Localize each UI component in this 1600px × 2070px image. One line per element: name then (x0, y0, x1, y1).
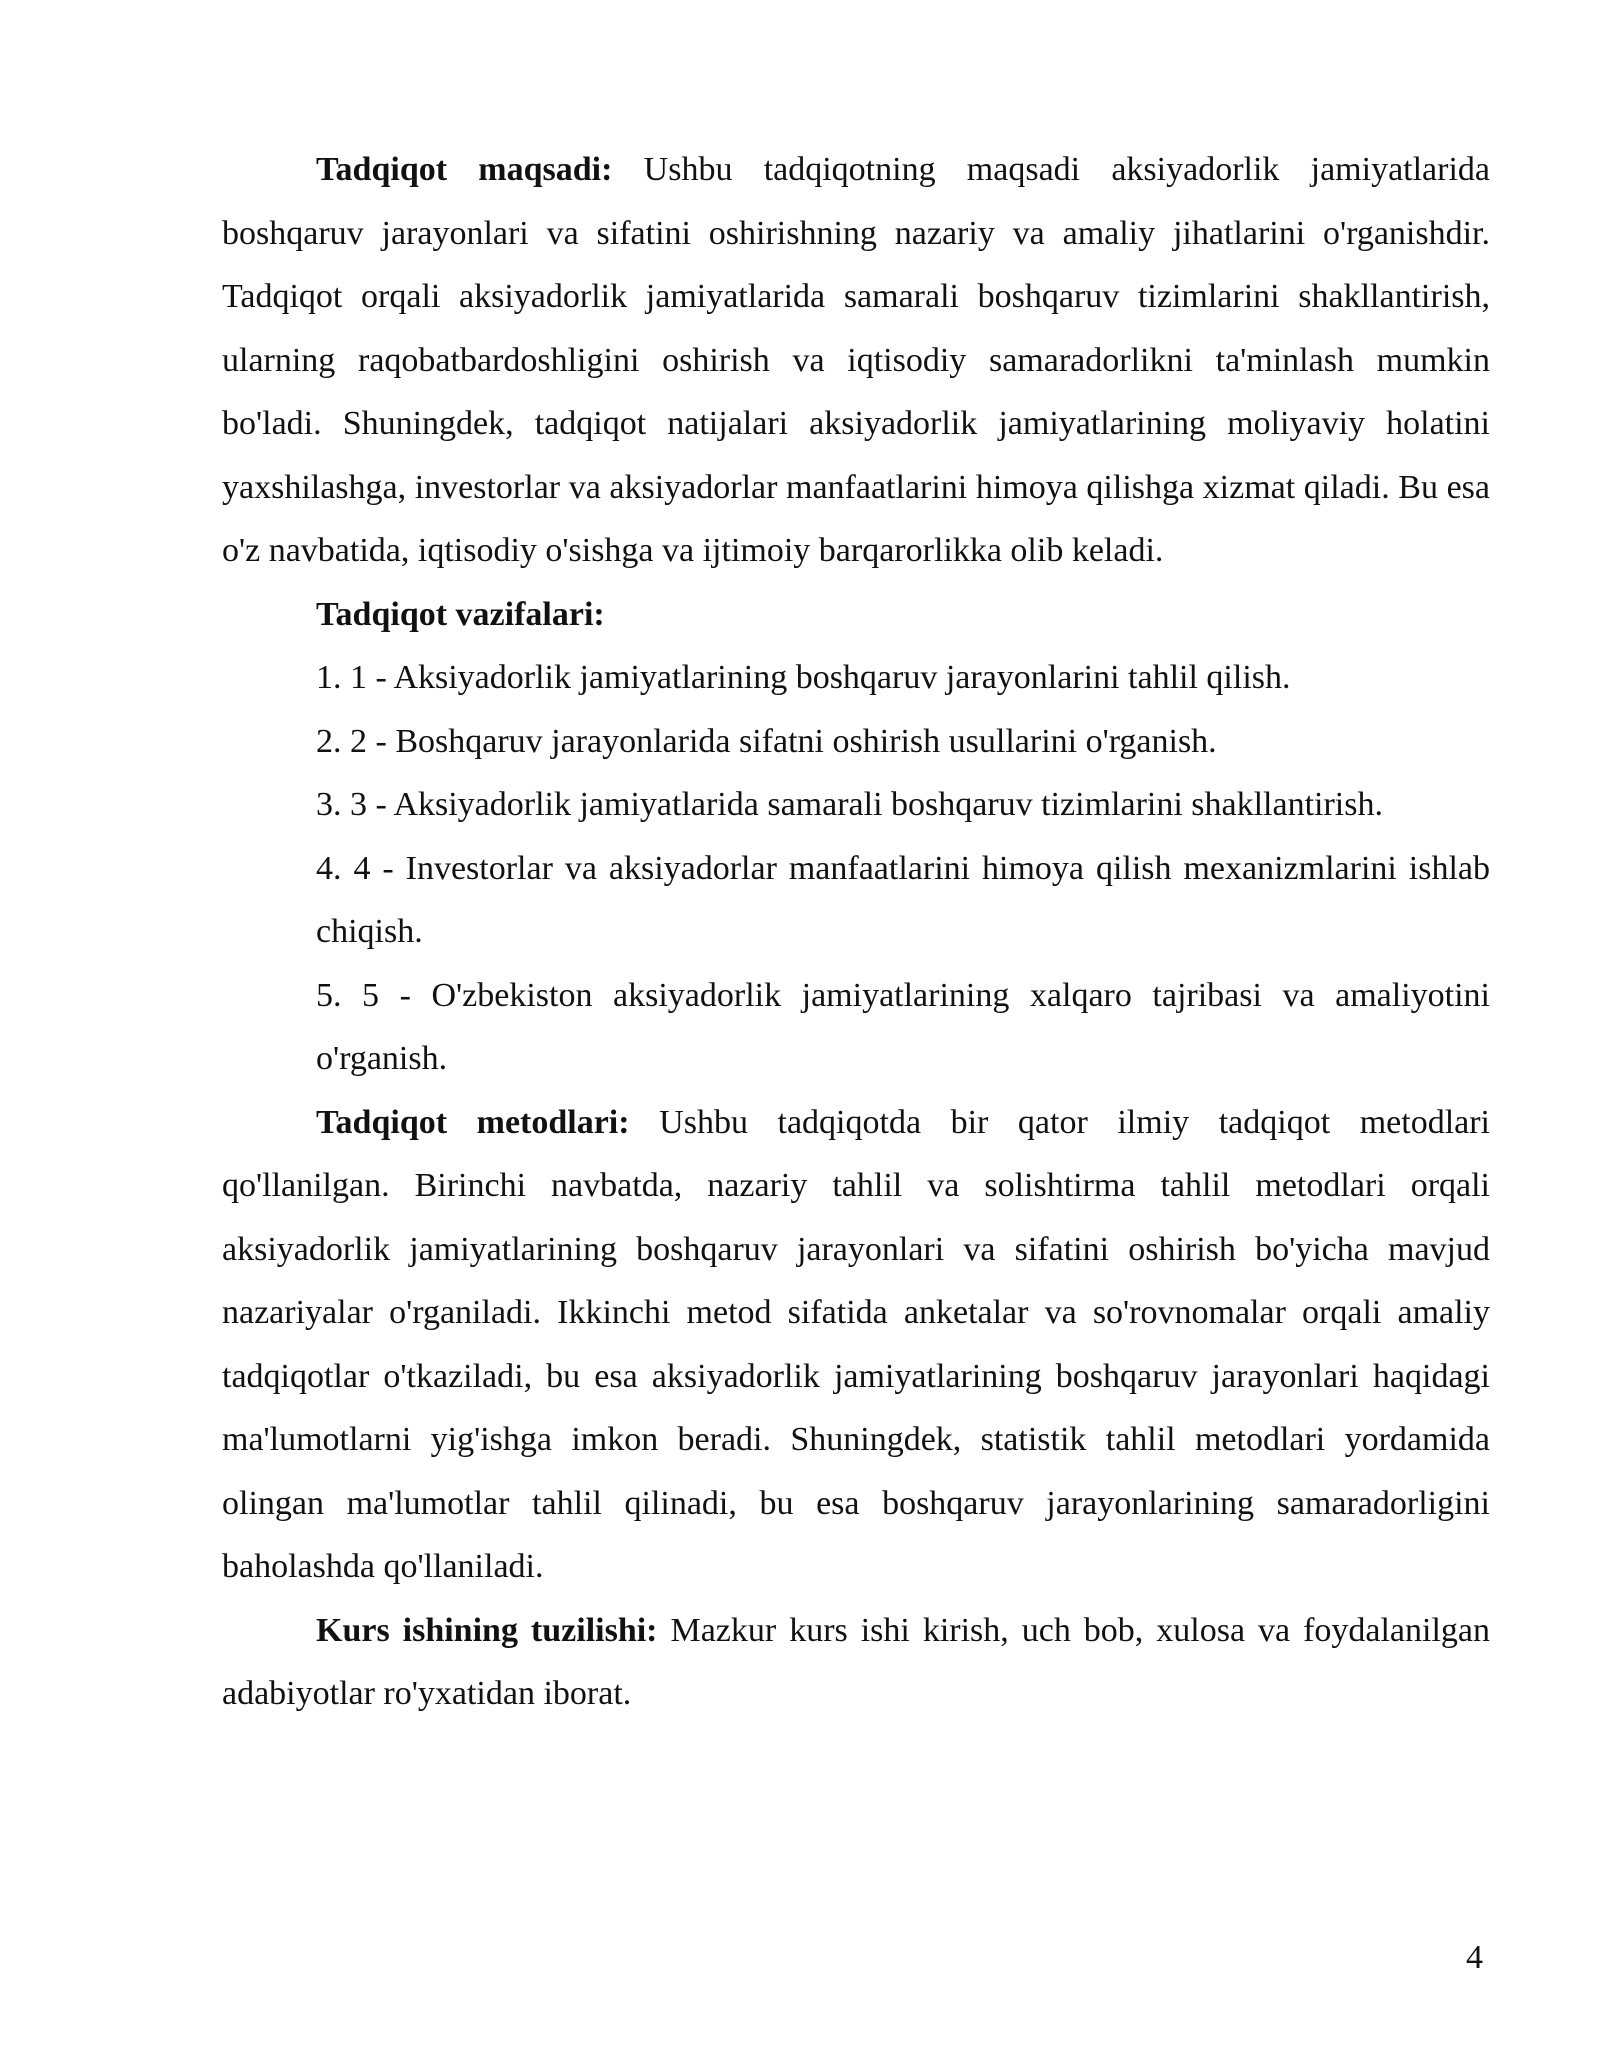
page-number: 4 (1466, 1939, 1483, 1976)
paragraph-course-structure (222, 1599, 1490, 1726)
paragraph-research-methods (222, 1091, 1490, 1599)
course-structure-text: Mazkur kurs ishi kirish, uch bob, xulosa va foydalanilgan adabiyotlar ro'yxatidan iborat. (222, 1611, 1491, 1712)
research-goal-heading: Tadqiqot maqsadi: (316, 151, 613, 188)
document-body (222, 138, 1490, 1726)
research-tasks-list (222, 646, 1490, 1091)
list-item: 5. 5 - O'zbekiston aksiyadorlik jamiyatlarining xalqaro tajribasi va amaliyotini o'rganish. (316, 976, 1490, 1077)
research-methods-heading: Tadqiqot metodlari: (316, 1103, 630, 1141)
list-item: 4. 4 - Investorlar va aksiyadorlar manfaatlarini himoya qilish mexanizmlarini ishlab chiqish. (316, 849, 1490, 950)
paragraph-research-goal (222, 138, 1490, 583)
research-tasks-heading: Tadqiqot vazifalari: (316, 595, 605, 633)
course-structure-heading: Kurs ishining tuzilishi: (316, 1611, 658, 1649)
research-goal-text: Ushbu tadqiqotning maqsadi aksiyadorlik jamiyatlarida boshqaruv jarayonlari va sifatini oshirishning nazariy va amaliy jihatlarini o'rganishdir. Tadqiqot orqali aksiyadorlik jamiyatlarida samarali boshqaruv tizimlarini shakllantirish, ularning raqobatbardoshligini oshirish va iqtisodiy samaradorlikni ta'minlash mumkin bo'ladi. Shuningdek, tadqiqot natijalari aksiyadorlik jamiyatlarining moliyaviy holatini yaxshilashga, investorlar va aksiyadorlar manfaatlarini himoya qilishga xizmat qiladi. Bu esa o'z navbatida, iqtisodiy o'sishga va ijtimoiy barqarorlikka olib keladi. (222, 151, 1491, 569)
research-methods-text: Ushbu tadqiqotda bir qator ilmiy tadqiqot metodlari qo'llanilgan. Birinchi navbatda, nazariy tahlil va solishtirma tahlil metodlari orqali aksiyadorlik jamiyatlarining boshqaruv jarayonlari va sifatini oshirish bo'yicha mavjud nazariyalar o'rganiladi. Ikkinchi metod sifatida anketalar va so'rovnomalar orqali amaliy tadqiqotlar o'tkaziladi, bu esa aksiyadorlik jamiyatlarining boshqaruv jarayonlari haqidagi ma'lumotlarni yig'ishga imkon beradi. Shuningdek, statistik tahlil metodlari yordamida olingan ma'lumotlar tahlil qilinadi, bu esa boshqaruv jarayonlarining samaradorligini baholashda qo'llaniladi. (222, 1103, 1491, 1585)
list-item: 2. 2 - Boshqaruv jarayonlarida sifatni oshirish usullarini o'rganish. (316, 722, 1217, 760)
list-item: 3. 3 - Aksiyadorlik jamiyatlarida samarali boshqaruv tizimlarini shakllantirish. (316, 786, 1383, 823)
list-item: 1. 1 - Aksiyadorlik jamiyatlarining boshqaruv jarayonlarini tahlil qilish. (316, 659, 1291, 696)
